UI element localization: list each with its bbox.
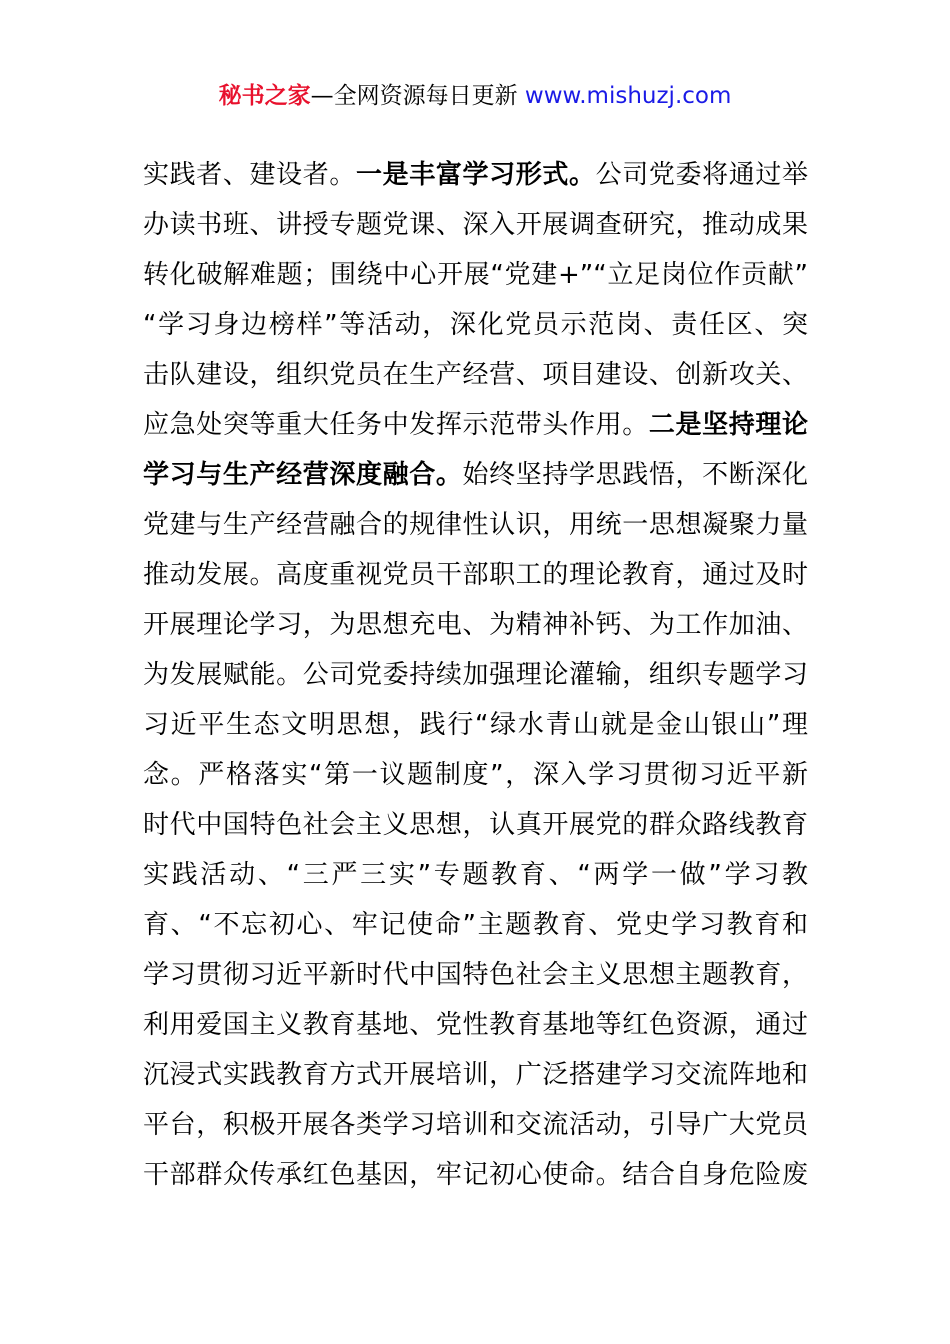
document-body xyxy=(143,150,808,1200)
site-tagline: —全网资源每日更新 xyxy=(310,83,518,109)
bold-heading-span: 一是丰富学习形式。 xyxy=(356,160,596,190)
text-line: 办读书班、讲授专题党课、深入开展调查研究，推动成果 xyxy=(143,210,808,240)
text-line xyxy=(143,400,808,450)
text-line: 击队建设，组织党员在生产经营、项目建设、创新攻关、 xyxy=(143,360,808,390)
text-line: 为发展赋能。公司党委持续加强理论灌输，组织专题学习 xyxy=(143,660,808,690)
site-brand: 秘书之家 xyxy=(218,83,311,109)
text-span: 实践者、建设者。 xyxy=(143,160,356,190)
text-line: 干部群众传承红色基因，牢记初心使命。结合自身危险废 xyxy=(143,1160,808,1190)
bold-heading-span: 二是坚持理论 xyxy=(648,410,808,440)
text-line: 利用爱国主义教育基地、党性教育基地等红色资源，通过 xyxy=(143,1010,808,1040)
text-line: 时代中国特色社会主义思想，认真开展党的群众路线教育 xyxy=(143,810,808,840)
text-span: 始终坚持学思践悟，不断深化 xyxy=(462,460,808,490)
text-line: 习近平生态文明思想，践行“绿水青山就是金山银山”理 xyxy=(143,710,808,740)
site-url-link[interactable]: www.mishuzj.com xyxy=(524,83,732,109)
text-line: 实践活动、“三严三实”专题教育、“两学一做”学习教 xyxy=(143,860,808,890)
text-line: 育、“不忘初心、牢记使命”主题教育、党史学习教育和 xyxy=(143,910,808,940)
text-line: “学习身边榜样”等活动，深化党员示范岗、责任区、突 xyxy=(143,310,808,340)
site-header xyxy=(0,80,950,112)
text-line: 推动发展。高度重视党员干部职工的理论教育，通过及时 xyxy=(143,560,808,590)
text-line: 念。严格落实“第一议题制度”，深入学习贯彻习近平新 xyxy=(143,760,808,790)
text-line xyxy=(143,150,808,200)
text-line: 学习贯彻习近平新时代中国特色社会主义思想主题教育， xyxy=(143,960,808,990)
text-line: 沉浸式实践教育方式开展培训，广泛搭建学习交流阵地和 xyxy=(143,1060,808,1090)
text-span: 应急处突等重大任务中发挥示范带头作用。 xyxy=(143,410,649,440)
bold-heading-span: 学习与生产经营深度融合。 xyxy=(143,460,463,490)
text-span: 公司党委将通过举 xyxy=(595,160,808,190)
text-line xyxy=(143,450,808,500)
text-line: 平台，积极开展各类学习培训和交流活动，引导广大党员 xyxy=(143,1110,808,1140)
text-line: 开展理论学习，为思想充电、为精神补钙、为工作加油、 xyxy=(143,610,808,640)
text-line: 转化破解难题；围绕中心开展“党建+”“立足岗位作贡献” xyxy=(143,260,808,290)
text-line: 党建与生产经营融合的规律性认识，用统一思想凝聚力量 xyxy=(143,510,808,540)
